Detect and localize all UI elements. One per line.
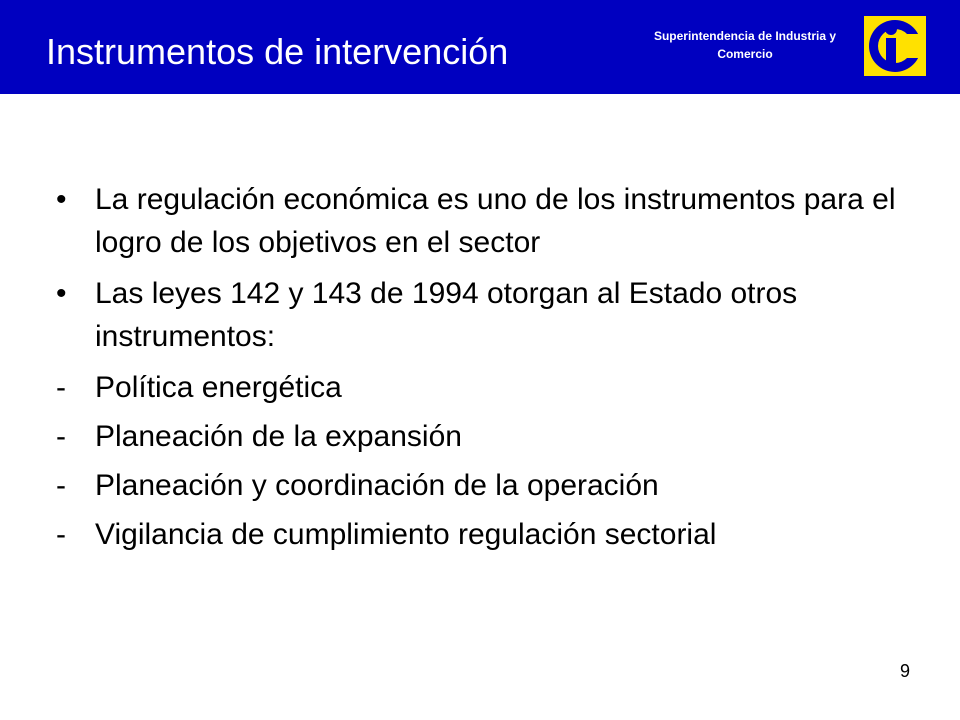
organization-name: Superintendencia de Industria y Comercio — [653, 29, 837, 61]
bullet-list — [56, 178, 916, 556]
dash-item — [56, 366, 916, 409]
dash-item — [56, 464, 916, 507]
dash-text: Planeación de la expansión — [95, 420, 462, 453]
dash-marker: - — [56, 518, 66, 551]
bullet-text: La regulación económica es uno de los instrumentos para el logro de los objetivos en el sector — [95, 183, 896, 259]
sic-logo-icon — [864, 16, 926, 76]
title-bar — [0, 0, 960, 94]
dash-marker: - — [56, 420, 66, 453]
bullet-marker: • — [56, 183, 67, 216]
dash-text: Planeación y coordinación de la operación — [95, 469, 659, 502]
slide-title: Instrumentos de intervención — [46, 31, 509, 72]
bullet-text: Las leyes 142 y 143 de 1994 otorgan al Estado otros instrumentos: — [95, 277, 798, 353]
dash-marker: - — [56, 469, 66, 502]
dash-item — [56, 415, 916, 458]
page-number: 9 — [899, 661, 910, 681]
dash-text: Vigilancia de cumplimiento regulación sectorial — [95, 518, 717, 551]
dash-item — [56, 513, 916, 556]
bullet-marker: • — [56, 277, 67, 310]
bullet-item — [56, 178, 916, 264]
dash-marker: - — [56, 371, 66, 404]
dash-text: Política energética — [95, 371, 342, 404]
bullet-item — [56, 272, 916, 358]
